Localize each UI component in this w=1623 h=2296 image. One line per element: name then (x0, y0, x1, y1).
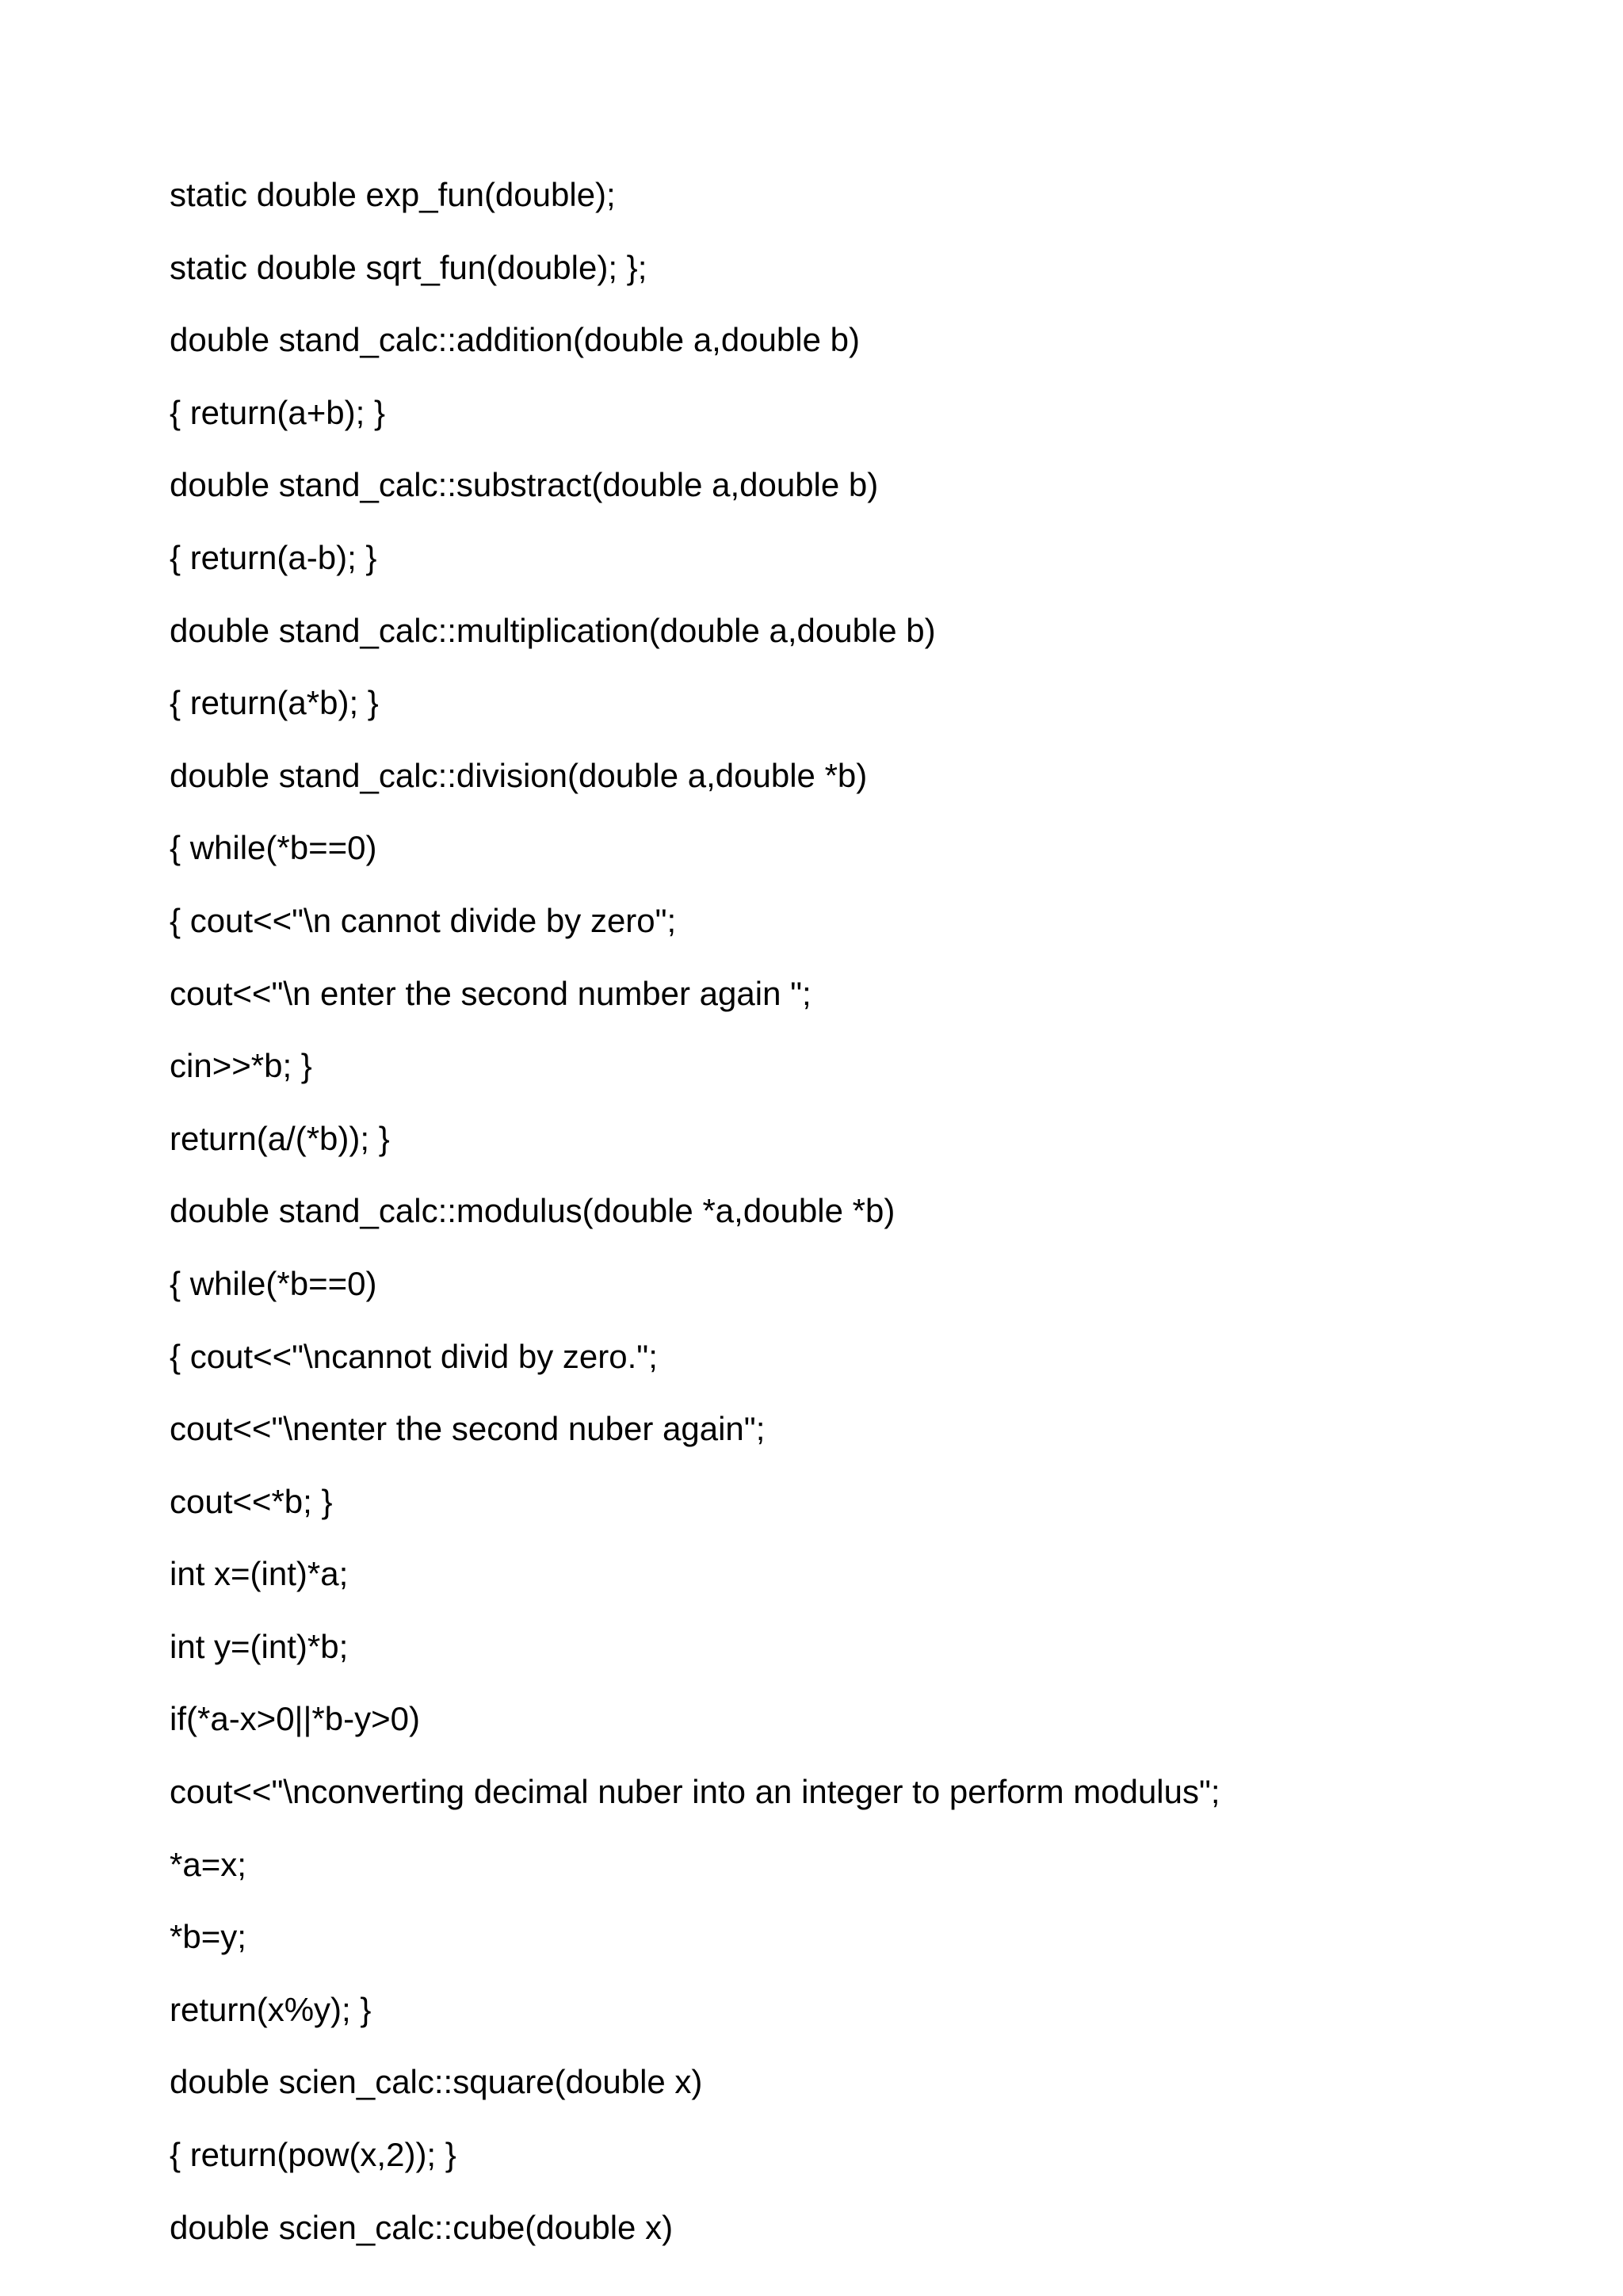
code-line: double stand_calc::addition(double a,double b) (170, 321, 860, 359)
code-line: cout<<*b; } (170, 1482, 333, 1520)
code-listing (170, 171, 1220, 2276)
code-line: { while(*b==0) (170, 1264, 377, 1302)
code-line: cout<<"\n enter the second number again "; (170, 974, 812, 1012)
code-line: double stand_calc::multiplication(double a,double b) (170, 611, 936, 649)
code-line: cout<<"\nenter the second nuber again"; (170, 1410, 766, 1448)
code-line: static double exp_fun(double); (170, 176, 616, 213)
code-line: double stand_calc::substract(double a,double b) (170, 466, 879, 504)
code-line: { cout<<"\ncannot divid by zero."; (170, 1337, 658, 1375)
code-line: int y=(int)*b; (170, 1627, 349, 1665)
code-line: double stand_calc::modulus(double *a,double *b) (170, 1192, 896, 1230)
code-line: { return(a+b); } (170, 393, 385, 431)
code-line: { return(pow(x,2)); } (170, 2136, 456, 2174)
code-line: static double sqrt_fun(double); }; (170, 248, 647, 286)
code-line: cin>>*b; } (170, 1047, 312, 1085)
code-line: { cout<<"\n cannot divide by zero"; (170, 901, 677, 939)
code-line: return(x%y); } (170, 1990, 372, 2028)
code-line: *a=x; (170, 1845, 246, 1883)
code-line: cout<<"\nconverting decimal nuber into an integer to perform modulus"; (170, 1773, 1220, 1811)
code-line: { while(*b==0) (170, 829, 377, 867)
code-line: if(*a-x>0||*b-y>0) (170, 1700, 420, 1738)
code-line: double scien_calc::square(double x) (170, 2063, 703, 2101)
code-line: double scien_calc::cube(double x) (170, 2208, 674, 2246)
code-line: *b=y; (170, 1918, 246, 1956)
code-line: double stand_calc::division(double a,double *b) (170, 756, 868, 794)
code-line: return(a/(*b)); } (170, 1119, 390, 1157)
code-line: int x=(int)*a; (170, 1555, 349, 1593)
code-line: { return(a-b); } (170, 538, 377, 576)
code-line: { return(a*b); } (170, 684, 379, 722)
